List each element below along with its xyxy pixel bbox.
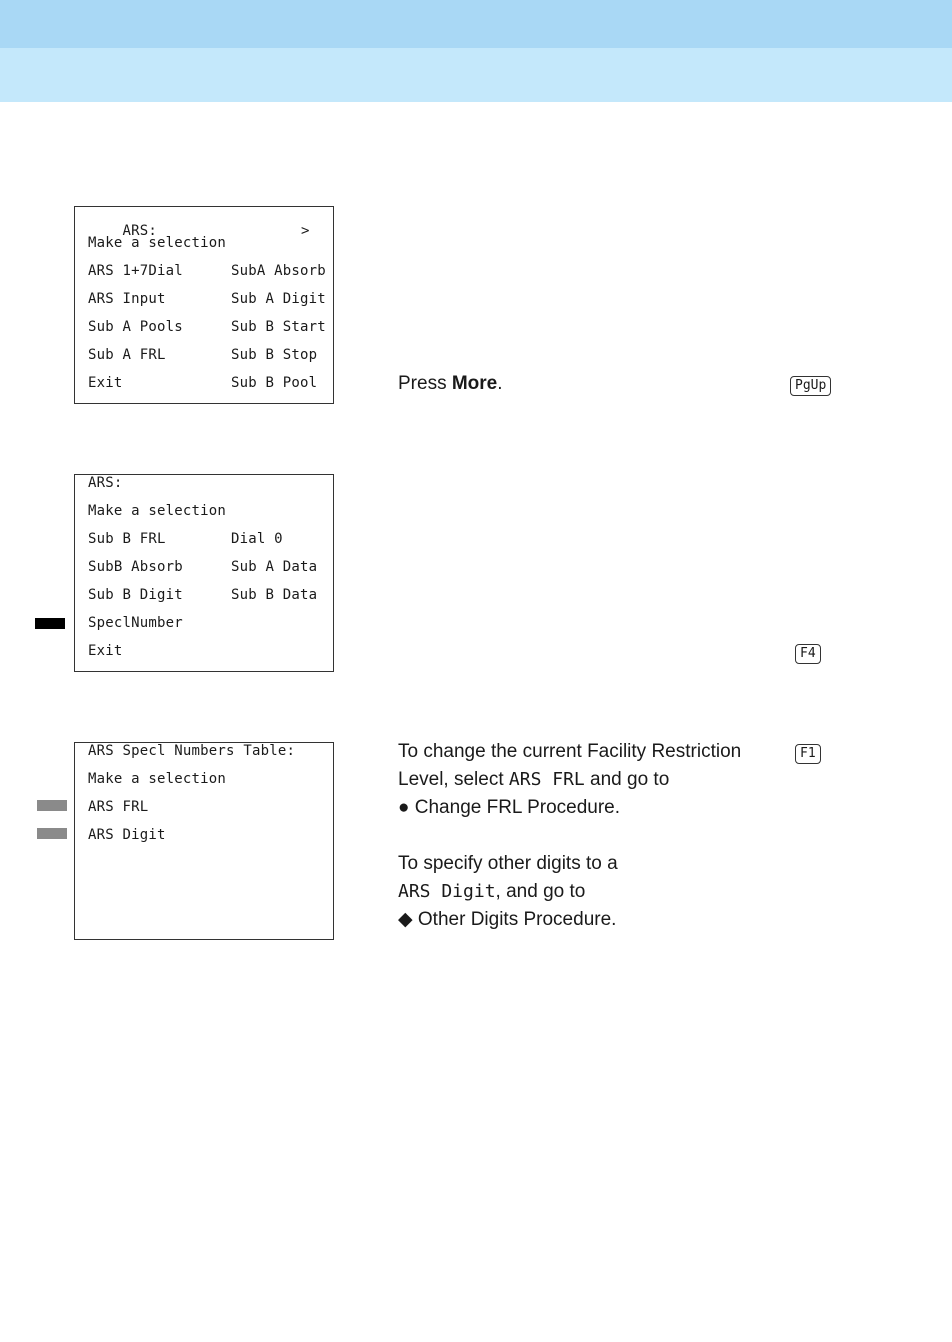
menu-option[interactable]: Sub B Digit xyxy=(88,587,183,603)
selection-marker-icon xyxy=(37,828,67,839)
header-band-bottom xyxy=(0,48,952,102)
menu-option[interactable]: Sub A FRL xyxy=(88,347,166,363)
menu-option[interactable]: Sub B Start xyxy=(231,319,326,335)
menu-row xyxy=(88,375,318,403)
menu-option[interactable]: Sub A Data xyxy=(231,559,318,575)
screen-subtitle: Make a selection xyxy=(88,235,227,251)
bullet-circle-icon: ● xyxy=(398,797,410,818)
header-band-top xyxy=(0,0,952,48)
f1-key-icon: F1 xyxy=(795,744,821,764)
step3-line6 xyxy=(398,906,616,934)
screen-title: ARS: > xyxy=(122,223,310,239)
menu-row xyxy=(88,587,318,615)
menu-option[interactable]: Sub B FRL xyxy=(88,531,166,547)
menu-row xyxy=(88,319,326,347)
menu-option[interactable]: ARS Input xyxy=(88,291,166,307)
menu-option[interactable]: SubB Absorb xyxy=(88,559,183,575)
selection-marker-icon xyxy=(37,800,67,811)
screen-title: ARS: xyxy=(88,475,123,491)
step3-line4: To specify other digits to a xyxy=(398,853,618,874)
f4-key-icon: F4 xyxy=(795,644,821,664)
menu-row xyxy=(88,615,183,643)
menu-row xyxy=(88,643,123,671)
more-label: More xyxy=(451,373,498,394)
step1-instruction: Press More. xyxy=(398,373,503,394)
menu-row xyxy=(88,531,283,559)
pgup-key-icon: PgUp xyxy=(790,376,831,396)
screen-title: ARS Specl Numbers Table: xyxy=(88,743,296,759)
step3-line5: ARS Digit, and go to xyxy=(398,881,586,902)
menu-option-ars-digit[interactable]: ARS Digit xyxy=(88,827,166,843)
menu-option-ars-frl[interactable]: ARS FRL xyxy=(88,799,149,815)
menu-option[interactable]: SubA Absorb xyxy=(231,263,326,279)
menu-option[interactable]: Sub A Pools xyxy=(88,319,183,335)
display-screen-1 xyxy=(74,206,334,404)
selection-marker-icon xyxy=(35,618,65,629)
menu-option-speclnumber[interactable]: SpeclNumber xyxy=(88,615,183,631)
change-frl-link[interactable]: Change FRL Procedure. xyxy=(414,797,621,818)
menu-row xyxy=(88,347,318,375)
menu-option[interactable]: Exit xyxy=(88,375,123,391)
menu-option[interactable]: Sub B Pool xyxy=(231,375,318,391)
screen-subtitle: Make a selection xyxy=(88,503,227,519)
menu-option[interactable]: ARS 1+7Dial xyxy=(88,263,183,279)
step3-line2: Level, select ARS FRL and go to xyxy=(398,769,670,790)
screen-subtitle: Make a selection xyxy=(88,771,227,787)
bullet-diamond-icon: ◆ xyxy=(398,909,413,930)
menu-option[interactable]: Sub A Digit xyxy=(231,291,326,307)
menu-row xyxy=(88,291,326,319)
menu-option[interactable]: Sub B Stop xyxy=(231,347,318,363)
step3-line3 xyxy=(398,794,620,822)
menu-row xyxy=(88,263,326,291)
other-digits-link[interactable]: Other Digits Procedure. xyxy=(417,909,617,930)
display-screen-2 xyxy=(74,474,334,672)
more-arrow-icon: > xyxy=(301,223,310,239)
menu-option[interactable]: Dial 0 xyxy=(231,531,283,547)
step3-line1: To change the current Facility Restriction xyxy=(398,741,742,762)
display-screen-3 xyxy=(74,742,334,940)
menu-option[interactable]: Exit xyxy=(88,643,123,659)
menu-row xyxy=(88,559,318,587)
menu-option[interactable]: Sub B Data xyxy=(231,587,318,603)
